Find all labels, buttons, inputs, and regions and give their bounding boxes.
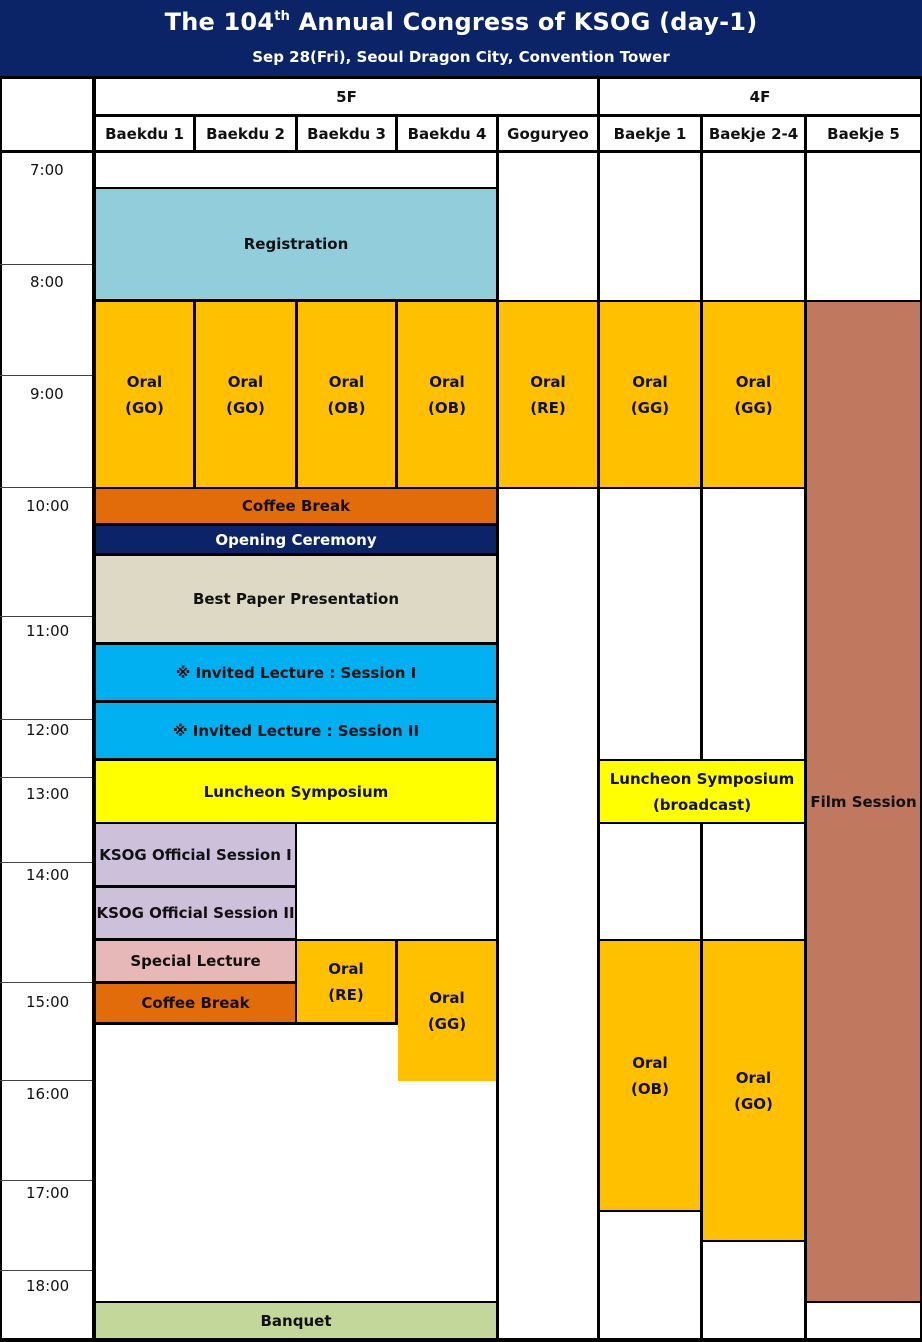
empty-slot	[600, 489, 700, 759]
room-header-baekdu-1: Baekdu 1	[96, 117, 193, 150]
empty-slot	[703, 489, 804, 759]
session-coffee-break-afternoon: Coffee Break	[96, 984, 295, 1022]
session-oral-gg-baekje-1: Oral (GG)	[600, 302, 700, 487]
title-superscript: th	[274, 9, 291, 24]
empty-slot	[703, 824, 804, 939]
time-label-15: 15:00	[26, 993, 70, 1011]
session-oral-re-goguryeo: Oral (RE)	[499, 302, 597, 487]
time-divider	[0, 1180, 92, 1181]
room-header-baekje-1: Baekje 1	[600, 117, 700, 150]
session-ksog-official-2: KSOG Official Session II	[96, 888, 295, 938]
room-header-baekje-2-4: Baekje 2-4	[703, 117, 804, 150]
page-subtitle: Sep 28(Fri), Seoul Dragon City, Convention Tower	[252, 48, 670, 66]
time-divider	[0, 264, 92, 265]
empty-slot	[499, 489, 597, 1338]
time-label-10: 10:00	[26, 497, 70, 515]
time-divider	[0, 777, 92, 778]
session-oral-go-baekdu-1: Oral (GO)	[96, 302, 193, 487]
time-label-12: 12:00	[26, 721, 70, 739]
room-header-baekdu-3: Baekdu 3	[298, 117, 395, 150]
time-label-18: 18:00	[26, 1277, 70, 1295]
time-label-7: 7:00	[30, 161, 64, 179]
time-label-14: 14:00	[26, 866, 70, 884]
empty-slot	[807, 1303, 920, 1338]
session-oral-re-baekdu-3: Oral (RE)	[297, 941, 395, 1022]
title-text-rest: Annual Congress of KSOG (day-1)	[290, 8, 758, 36]
session-oral-ob-baekdu-3: Oral (OB)	[298, 302, 395, 487]
room-header-baekje-5: Baekje 5	[807, 117, 920, 150]
session-luncheon-symposium: Luncheon Symposium	[96, 761, 496, 822]
session-special-lecture: Special Lecture	[96, 941, 295, 981]
session-opening-ceremony: Opening Ceremony	[96, 526, 496, 553]
room-header-goguryeo: Goguryeo	[499, 117, 597, 150]
session-film: Film Session	[807, 302, 920, 1301]
session-oral-gg-baekje-2-4: Oral (GG)	[703, 302, 804, 487]
session-coffee-break-morning: Coffee Break	[96, 489, 496, 523]
time-label-13: 13:00	[26, 785, 70, 803]
session-oral-go-baekje-2-4: Oral (GO)	[703, 941, 804, 1240]
session-banquet: Banquet	[96, 1303, 496, 1338]
session-oral-gg-baekdu-4: Oral (GG)	[398, 941, 496, 1081]
title-text: The 104	[164, 8, 275, 36]
time-divider	[0, 1080, 92, 1081]
session-registration: Registration	[96, 189, 496, 299]
empty-slot	[807, 153, 920, 300]
floor-4f-header: 4F	[600, 79, 920, 114]
time-label-11: 11:00	[26, 622, 70, 640]
time-divider	[0, 487, 92, 488]
empty-slot	[600, 153, 700, 300]
page-title	[0, 8, 922, 36]
time-divider	[0, 1270, 92, 1271]
session-oral-go-baekdu-2: Oral (GO)	[196, 302, 295, 487]
empty-slot	[297, 824, 496, 939]
session-oral-ob-baekje-1: Oral (OB)	[600, 941, 700, 1210]
time-label-17: 17:00	[26, 1184, 70, 1202]
time-divider	[0, 719, 92, 720]
session-invited-lecture-2: ※ Invited Lecture : Session II	[96, 703, 496, 758]
empty-slot	[499, 153, 597, 300]
page-header	[0, 0, 922, 76]
session-ksog-official-1: KSOG Official Session I	[96, 824, 295, 885]
corner-cell	[2, 79, 92, 150]
time-label-8: 8:00	[30, 273, 64, 291]
time-divider	[0, 616, 92, 617]
time-column	[2, 153, 92, 1338]
time-divider	[0, 982, 92, 983]
empty-slot	[703, 153, 804, 300]
session-invited-lecture-1: ※ Invited Lecture : Session I	[96, 645, 496, 700]
session-oral-ob-baekdu-4: Oral (OB)	[398, 302, 496, 487]
time-label-9: 9:00	[30, 385, 64, 403]
floor-5f-header: 5F	[96, 79, 597, 114]
time-label-16: 16:00	[26, 1085, 70, 1103]
empty-slot	[703, 1242, 804, 1338]
time-divider	[0, 375, 92, 376]
empty-slot	[600, 824, 700, 939]
session-luncheon-broadcast: Luncheon Symposium (broadcast)	[600, 761, 804, 822]
time-divider	[0, 862, 92, 863]
empty-slot	[600, 1212, 700, 1338]
room-header-baekdu-2: Baekdu 2	[196, 117, 295, 150]
room-header-baekdu-4: Baekdu 4	[398, 117, 496, 150]
session-best-paper: Best Paper Presentation	[96, 556, 496, 642]
empty-slot	[96, 153, 496, 187]
